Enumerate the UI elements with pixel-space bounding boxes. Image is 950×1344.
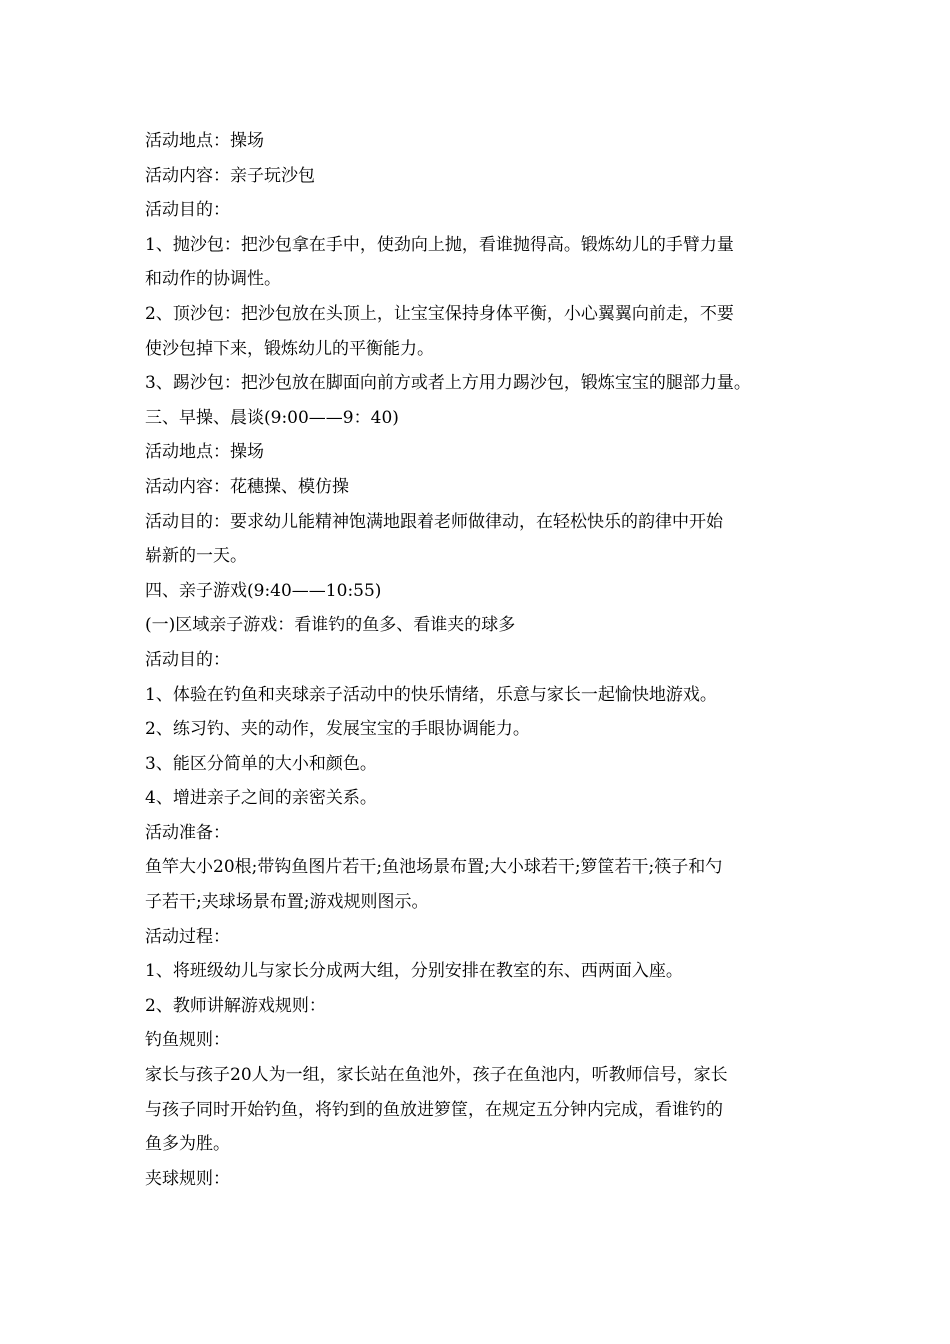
text-line: 活动内容：亲子玩沙包 bbox=[145, 165, 315, 186]
text-line: 1、抛沙包：把沙包拿在手中，使劲向上抛，看谁抛得高。锻炼幼儿的手臂力量 bbox=[145, 234, 734, 255]
text-line: 子若干;夹球场景布置;游戏规则图示。 bbox=[145, 892, 429, 913]
text-line: 3、能区分简单的大小和颜色。 bbox=[145, 753, 377, 774]
text-line: 夹球规则： bbox=[145, 1168, 230, 1189]
text-line: 2、练习钓、夹的动作，发展宝宝的手眼协调能力。 bbox=[145, 719, 530, 740]
text-line: 活动准备： bbox=[145, 822, 230, 843]
text-line: 家长与孩子20人为一组，家长站在鱼池外，孩子在鱼池内，听教师信号，家长 bbox=[145, 1065, 728, 1086]
text-line: 2、教师讲解游戏规则： bbox=[145, 995, 326, 1016]
text-line: 和动作的协调性。 bbox=[145, 269, 281, 290]
text-line: 使沙包掉下来，锻炼幼儿的平衡能力。 bbox=[145, 338, 434, 359]
text-line: 活动内容：花穗操、模仿操 bbox=[145, 476, 349, 497]
text-line: 活动目的： bbox=[145, 649, 230, 670]
text-line: 鱼多为胜。 bbox=[145, 1134, 230, 1155]
text-line: 活动目的：要求幼儿能精神饱满地跟着老师做律动，在轻松快乐的韵律中开始 bbox=[145, 511, 723, 532]
section-heading: 三、早操、晨谈(9:00——9：40) bbox=[145, 407, 399, 428]
subsection-heading: (一)区域亲子游戏：看谁钓的鱼多、看谁夹的球多 bbox=[145, 615, 516, 636]
text-line: 钓鱼规则： bbox=[145, 1030, 230, 1051]
text-line: 3、踢沙包：把沙包放在脚面向前方或者上方用力踢沙包，锻炼宝宝的腿部力量。 bbox=[145, 373, 751, 394]
text-line: 活动地点：操场 bbox=[145, 442, 264, 463]
text-line: 活动地点：操场 bbox=[145, 131, 264, 151]
text-line: 崭新的一天。 bbox=[145, 546, 247, 567]
text-line: 鱼竿大小20根;带钩鱼图片若干;鱼池场景布置;大小球若干;箩筐若干;筷子和勺 bbox=[145, 857, 723, 878]
text-line: 1、将班级幼儿与家长分成两大组，分别安排在教室的东、西两面入座。 bbox=[145, 961, 683, 982]
document-body bbox=[145, 124, 820, 1196]
text-line: 与孩子同时开始钓鱼，将钓到的鱼放进箩筐，在规定五分钟内完成，看谁钓的 bbox=[145, 1099, 723, 1120]
section-heading: 四、亲子游戏(9:40——10:55) bbox=[145, 580, 382, 601]
text-line: 活动目的： bbox=[145, 200, 230, 221]
text-line: 2、顶沙包：把沙包放在头顶上，让宝宝保持身体平衡，小心翼翼向前走，不要 bbox=[145, 303, 734, 324]
text-line: 1、体验在钓鱼和夹球亲子活动中的快乐情绪，乐意与家长一起愉快地游戏。 bbox=[145, 684, 717, 705]
text-line: 4、增进亲子之间的亲密关系。 bbox=[145, 788, 377, 809]
text-line: 活动过程： bbox=[145, 926, 230, 947]
